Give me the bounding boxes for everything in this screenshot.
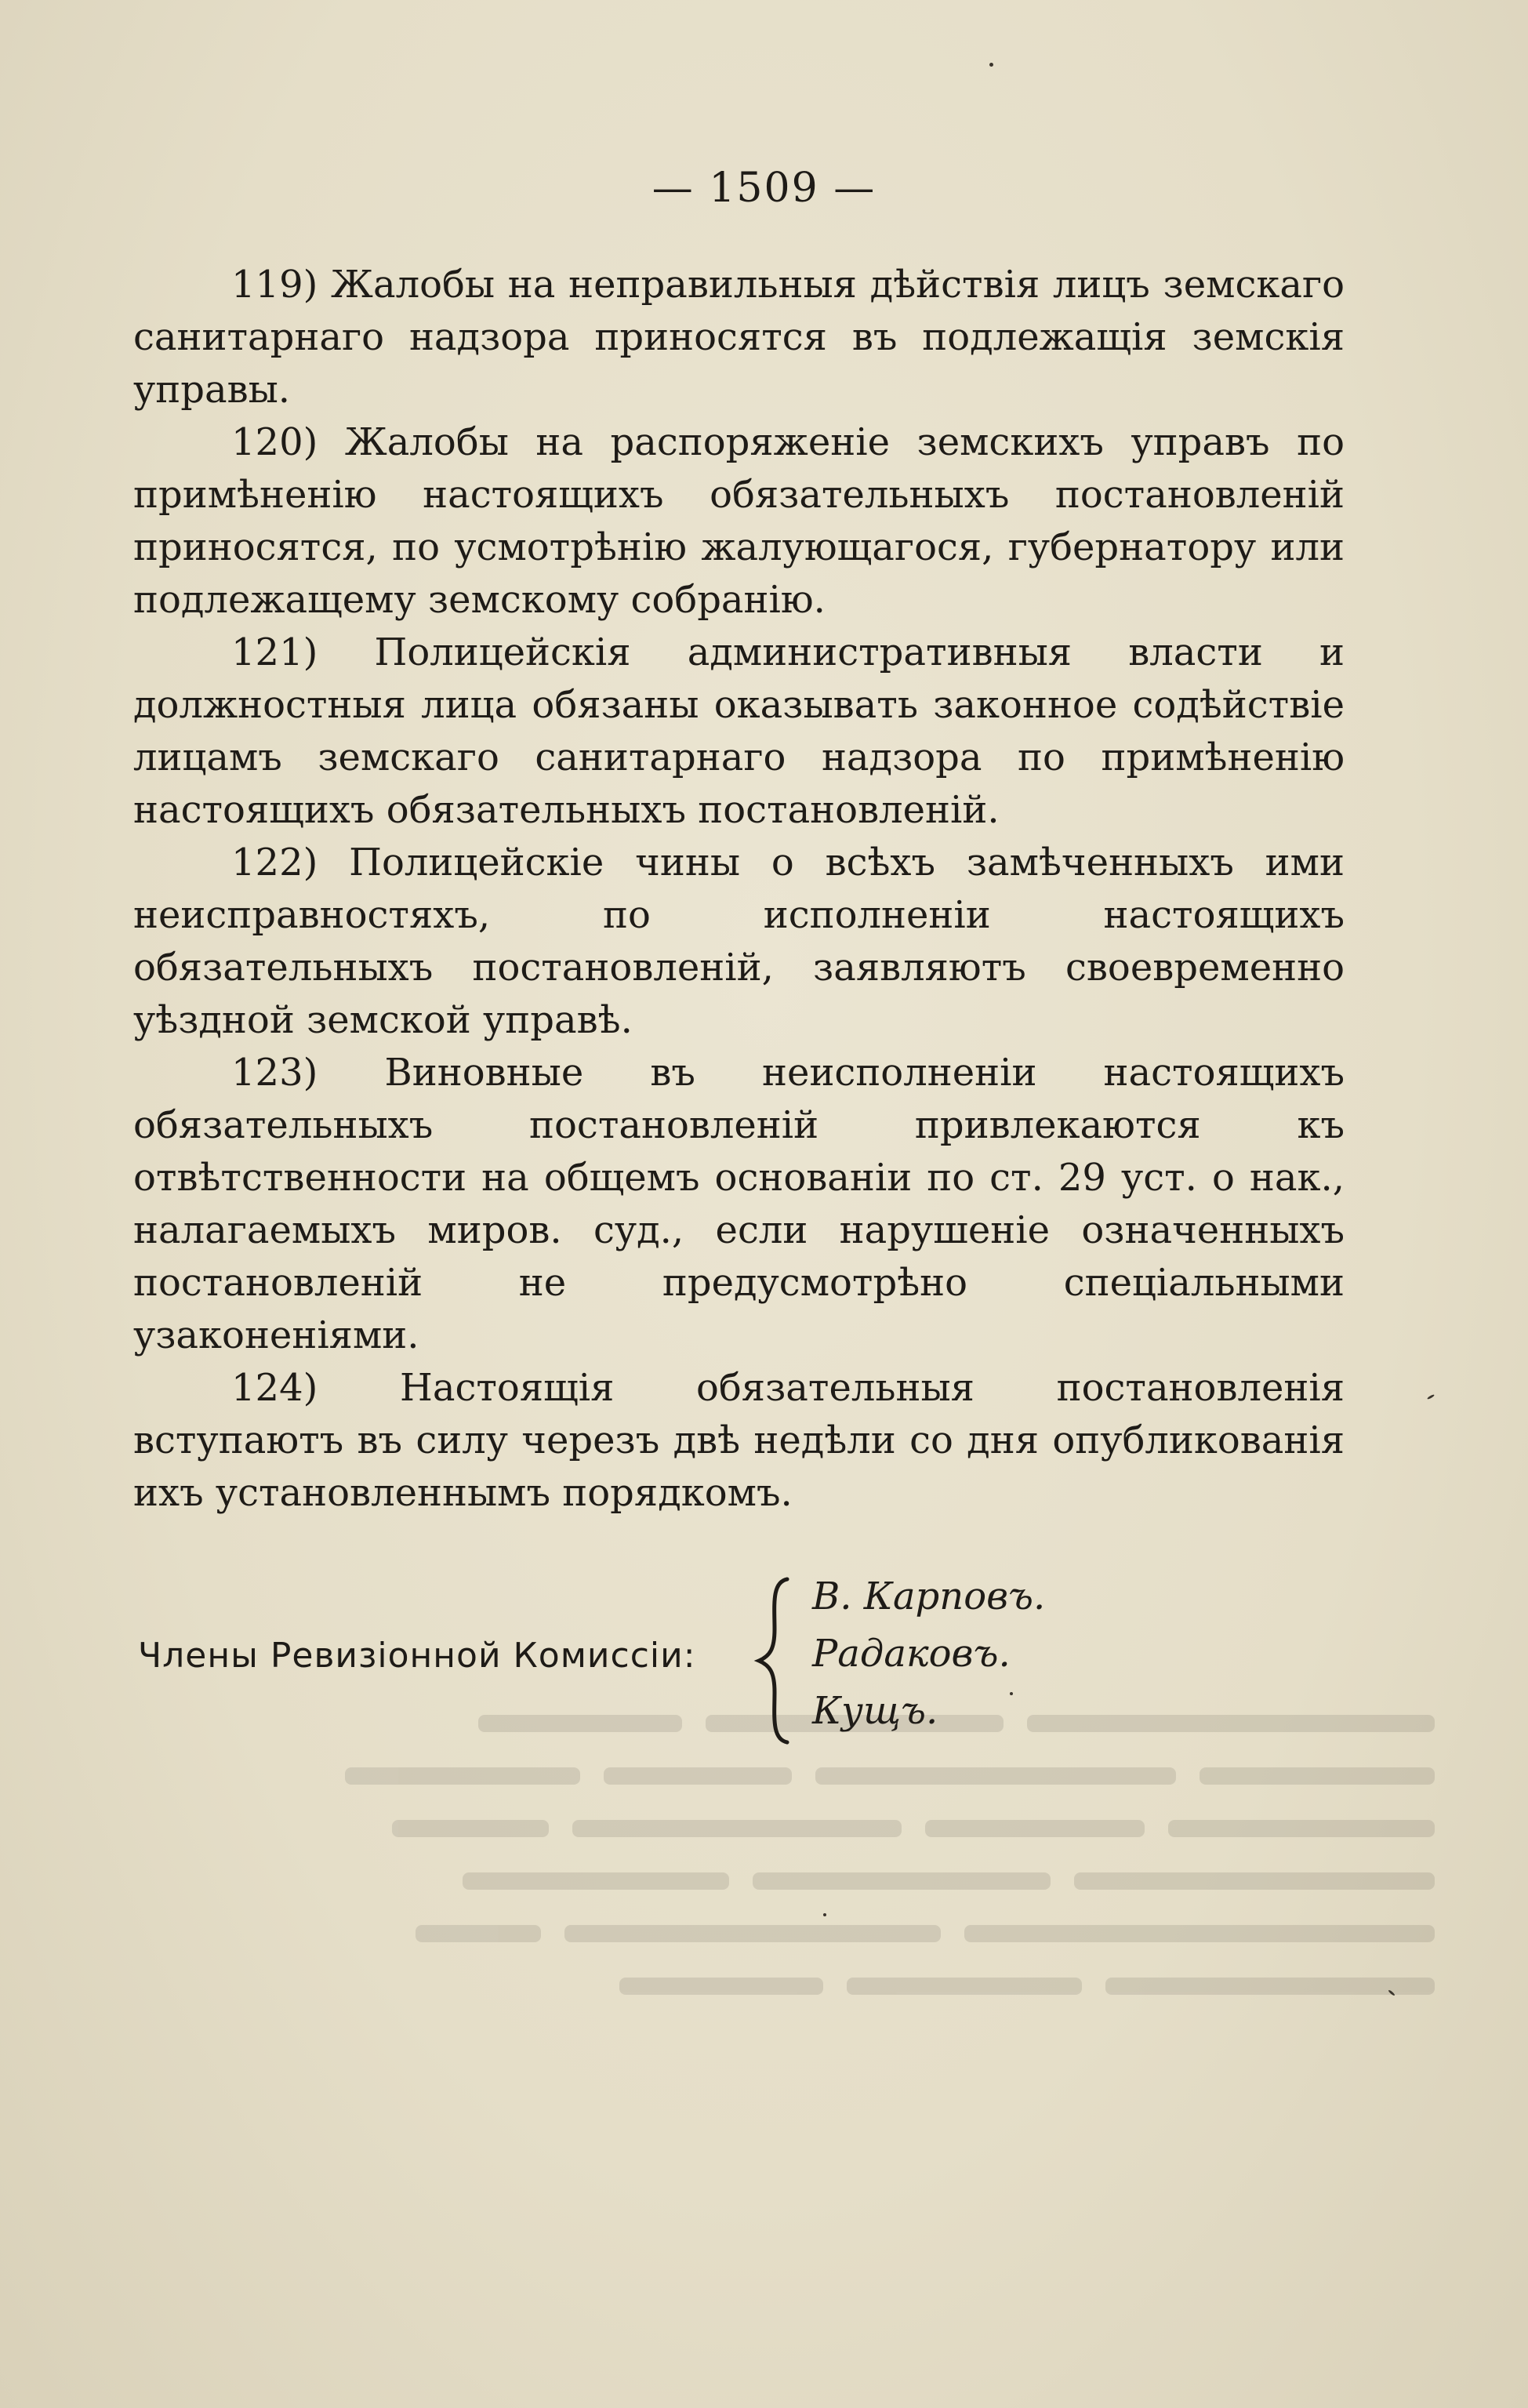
paragraph-119: 119) Жалобы на неправильныя дѣйствія лицъ земскаго санитарнаго надзора приносятся въ подлежащія земскія управы. xyxy=(133,263,1345,412)
paragraph-122: 122) Полицейскіе чины о всѣхъ замѣченныхъ ими неисправностяхъ, по исполненіи настоящихъ обязательныхъ постановленій, заявляютъ своевременно уѣздной земской управѣ. xyxy=(133,841,1345,1042)
paragraph-120: 120) Жалобы на распоряженіе земскихъ управъ по примѣненію настоящихъ обязательныхъ постановленій приносятся, по усмотрѣнію жалующагося, губернатору или подлежащему земскому собранію. xyxy=(133,420,1345,622)
signature-name: Радаковъ. xyxy=(812,1632,1011,1676)
signature-name: Кущъ. xyxy=(812,1689,938,1733)
paper-speck xyxy=(1427,1394,1435,1400)
paragraph-123: 123) Виновные въ неисполненіи настоящихъ обязательныхъ постановленій привлекаются къ отвѣтственности на общемъ основаніи по ст. 29 уст. о нак., налагаемыхъ миров. суд., если нарушеніе означенныхъ постановленій не предусмотрѣно спеціальными узаконеніями. xyxy=(133,1051,1345,1357)
paper-speck xyxy=(1010,1692,1013,1695)
signature-name: В. Карповъ. xyxy=(812,1574,1046,1618)
page-number: — 1509 — xyxy=(651,165,877,212)
paragraph-121: 121) Полицейскія административныя власти и должностныя лица обязаны оказывать законное содѣйствіе лицамъ земскаго санитарнаго надзора по примѣненію настоящихъ обязательныхъ постановленій. xyxy=(133,630,1345,832)
curly-brace-icon xyxy=(753,1574,800,1747)
signature-names xyxy=(812,1568,1045,1740)
paper-speck xyxy=(823,1913,826,1916)
commission-label: Члены Ревизіонной Комиссіи: xyxy=(138,1636,696,1676)
regulation-text xyxy=(133,259,1345,1520)
paragraph-124: 124) Настоящія обязательныя постановленія вступаютъ въ силу черезъ двѣ недѣли со дня опубликованія ихъ установленнымъ порядкомъ. xyxy=(133,1366,1345,1515)
paper-speck xyxy=(1388,1989,1396,1996)
paper-speck xyxy=(989,63,993,67)
signature-block xyxy=(133,1568,1231,1749)
